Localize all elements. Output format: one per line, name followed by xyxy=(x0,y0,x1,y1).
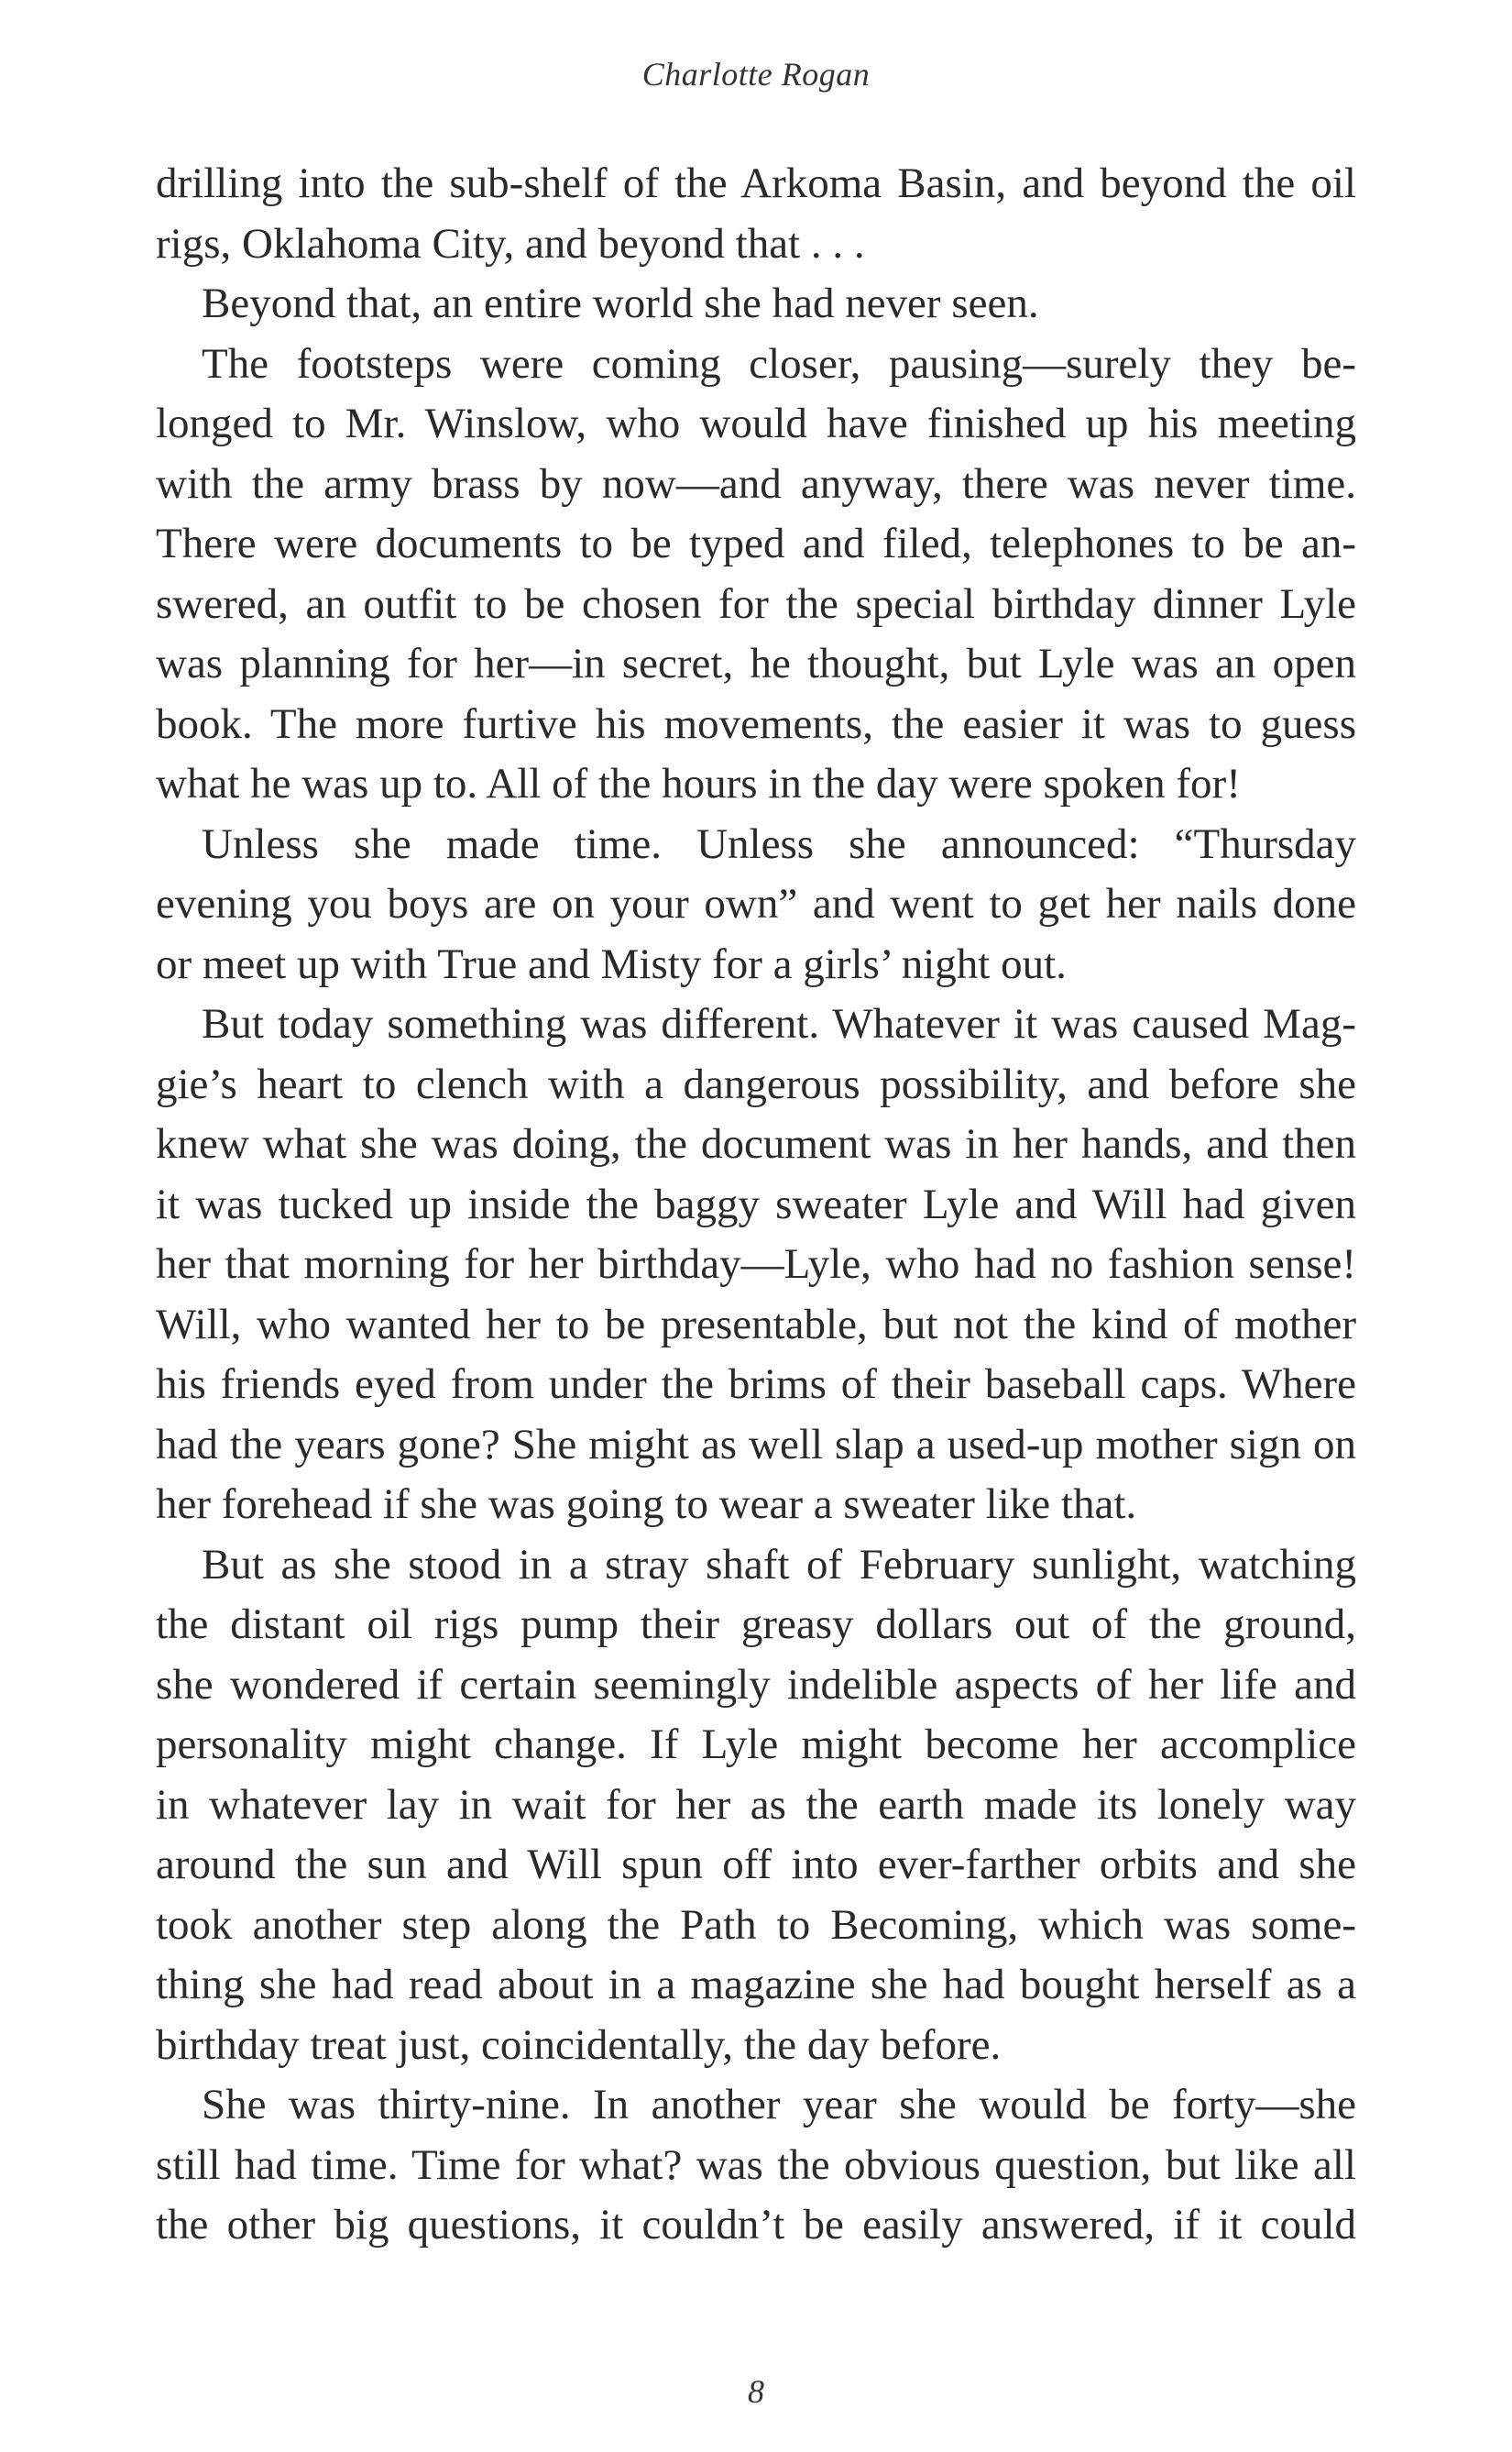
text-line: swered, an outfit to be chosen for the special birthday dinner Lyle xyxy=(156,579,1356,628)
running-head: Charlotte Rogan xyxy=(641,56,871,93)
body-text xyxy=(156,154,1356,2256)
text-line: it was tucked up inside the baggy sweater Lyle and Will had given xyxy=(156,1180,1356,1228)
paragraph xyxy=(156,2075,1356,2256)
text-line: thing she had read about in a magazine she had bought herself as a xyxy=(156,1961,1356,2008)
text-line: was planning for her—in secret, he thought, but Lyle was an open xyxy=(156,640,1356,687)
text-line: But as she stood in a stray shaft of February sunlight, watching xyxy=(202,1540,1356,1589)
text-line: birthday treat just, coincidentally, the day before. xyxy=(156,2020,1002,2069)
text-line: personality might change. If Lyle might become her accomplice xyxy=(156,1721,1356,1768)
text-line: longed to Mr. Winslow, who would have finished up his meeting xyxy=(156,400,1356,447)
text-line: the distant oil rigs pump their greasy dollars out of the ground, xyxy=(156,1600,1356,1648)
text-line: gie’s heart to clench with a dangerous possibility, and before she xyxy=(156,1060,1356,1108)
text-line: or meet up with True and Misty for a girls’ night out. xyxy=(156,940,1067,988)
text-line: There were documents to be typed and filed, telephones to be an- xyxy=(156,520,1356,567)
paragraph xyxy=(156,995,1356,1535)
text-line: his friends eyed from under the brims of their baseball caps. Where xyxy=(156,1360,1356,1408)
text-line: still had time. Time for what? was the obvious question, but like all xyxy=(156,2140,1356,2189)
text-line: had the years gone? She might as well slap a used-up mother sign on xyxy=(156,1420,1356,1468)
page-number: 8 xyxy=(748,2373,764,2410)
text-line: her forehead if she was going to wear a sweater like that. xyxy=(156,1480,1137,1528)
text-line: evening you boys are on your own” and went to get her nails done xyxy=(156,880,1356,928)
text-line: Unless she made time. Unless she announced: “Thursday xyxy=(202,819,1356,868)
text-line: rigs, Oklahoma City, and beyond that . . . xyxy=(156,219,865,268)
text-line: the other big questions, it couldn’t be easily answered, if it could xyxy=(156,2201,1356,2249)
text-line: But today something was different. Whatever it was caused Mag- xyxy=(202,1000,1356,1048)
text-line: She was thirty-nine. In another year she would be forty—she xyxy=(202,2081,1356,2128)
paragraph xyxy=(156,335,1356,815)
text-line: Will, who wanted her to be presentable, but not the kind of mother xyxy=(156,1300,1356,1348)
text-line: in whatever lay in wait for her as the earth made its lonely way xyxy=(156,1780,1356,1829)
text-line: with the army brass by now—and anyway, there was never time. xyxy=(156,459,1356,508)
paragraph xyxy=(156,815,1356,995)
text-line: her that morning for her birthday—Lyle, who had no fashion sense! xyxy=(156,1240,1356,1288)
text-line: Beyond that, an entire world she had never seen. xyxy=(202,280,1039,327)
text-line: what he was up to. All of the hours in the day were spoken for! xyxy=(156,760,1241,808)
text-line: knew what she was doing, the document was in her hands, and then xyxy=(156,1120,1356,1168)
text-line: The footsteps were coming closer, pausing—surely they be- xyxy=(202,339,1356,388)
paragraph xyxy=(156,154,1356,274)
paragraph xyxy=(156,274,1356,335)
paragraph xyxy=(156,1535,1356,2076)
text-line: took another step along the Path to Becoming, which was some- xyxy=(156,1900,1356,1949)
text-line: she wondered if certain seemingly indelible aspects of her life and xyxy=(156,1660,1356,1709)
text-line: drilling into the sub-shelf of the Arkoma Basin, and beyond the oil xyxy=(156,159,1356,207)
text-line: book. The more furtive his movements, the easier it was to guess xyxy=(156,699,1356,748)
text-line: around the sun and Will spun off into ever-farther orbits and she xyxy=(156,1841,1356,1888)
